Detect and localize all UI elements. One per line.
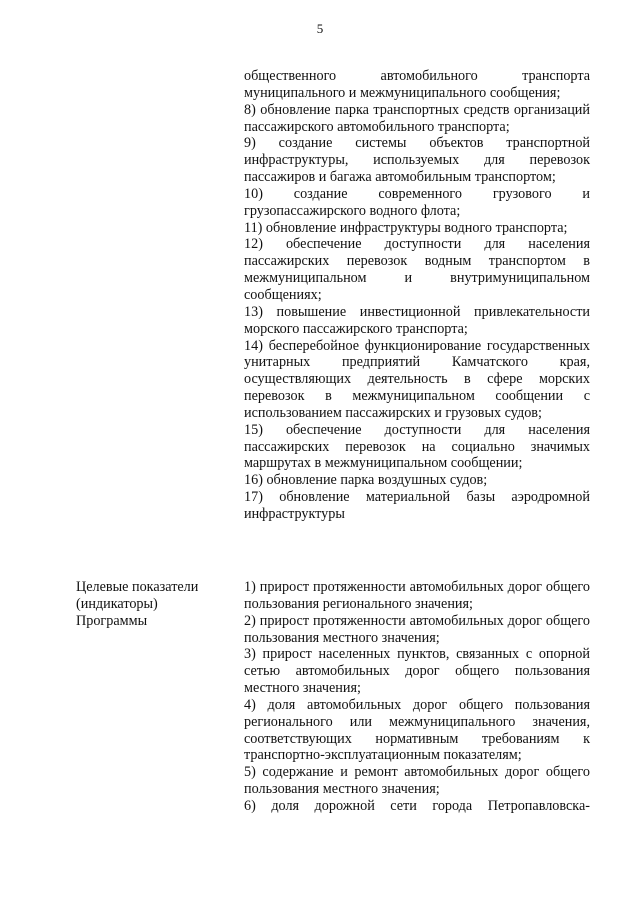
list-item: 2) прирост протяженности автомобильных дорог общего пользования местного значения; — [244, 612, 590, 646]
indicators-label-line: Целевые показатели — [76, 579, 199, 595]
list-item: 12) обеспечение доступности для населения пассажирских перевозок водным транспортом в межмуниципальном и внутримуниципальном сообщениях; — [244, 236, 590, 303]
indicators-label-line: (индикаторы) — [76, 595, 158, 612]
objectives-continuation-list — [244, 68, 590, 523]
list-item: 8) обновление парка транспортных средств организаций пассажирского автомобильного транспорта; — [244, 101, 590, 135]
list-item: 9) создание системы объектов транспортной инфраструктуры, используемых для перевозок пассажиров и багажа автомобильным транспортом; — [244, 135, 590, 186]
list-item: 17) обновление материальной базы аэродромной инфраструктуры — [244, 489, 590, 522]
list-item: 16) обновление парка воздушных судов; — [244, 472, 488, 489]
list-item: 11) обновление инфраструктуры водного транспорта; — [244, 219, 568, 236]
list-item: 14) бесперебойное функционирование государственных унитарных предприятий Камчатского края, осуществляющих деятельность в сфере морских перевозок в межмуниципальном сообщении с использованием пассажирских и грузовых судов; — [244, 337, 590, 421]
indicators-label-line: Программы — [76, 612, 148, 629]
list-item: 10) создание современного грузового и грузопассажирского водного флота; — [244, 185, 590, 219]
page-number: 5 — [316, 21, 324, 36]
list-item: 5) содержание и ремонт автомобильных дорог общего пользования местного значения; — [244, 764, 590, 798]
list-item: 13) повышение инвестиционной привлекательности морского пассажирского транспорта; — [244, 303, 590, 337]
list-item: 4) доля автомобильных дорог общего пользования регионального или межмуниципального значения, соответствующих нормативным требованиям к транспортно-эксплуатационным показателям; — [244, 696, 590, 764]
indicators-row-label — [76, 579, 226, 630]
list-item: 1) прирост протяженности автомобильных дорог общего пользования регионального значения; — [244, 579, 590, 612]
list-item: 3) прирост населенных пунктов, связанных с опорной сетью автомобильных дорог общего пользования местного значения; — [244, 646, 590, 697]
list-item: общественного автомобильного транспорта муниципального и межмуниципального сообщения; — [244, 68, 590, 101]
list-item: 6) доля дорожной сети города Петропавловска- — [244, 797, 590, 814]
list-item: 15) обеспечение доступности для населения пассажирских перевозок на социально значимых маршрутах в межмуниципальном сообщении; — [244, 421, 590, 472]
indicators-list — [244, 579, 590, 815]
